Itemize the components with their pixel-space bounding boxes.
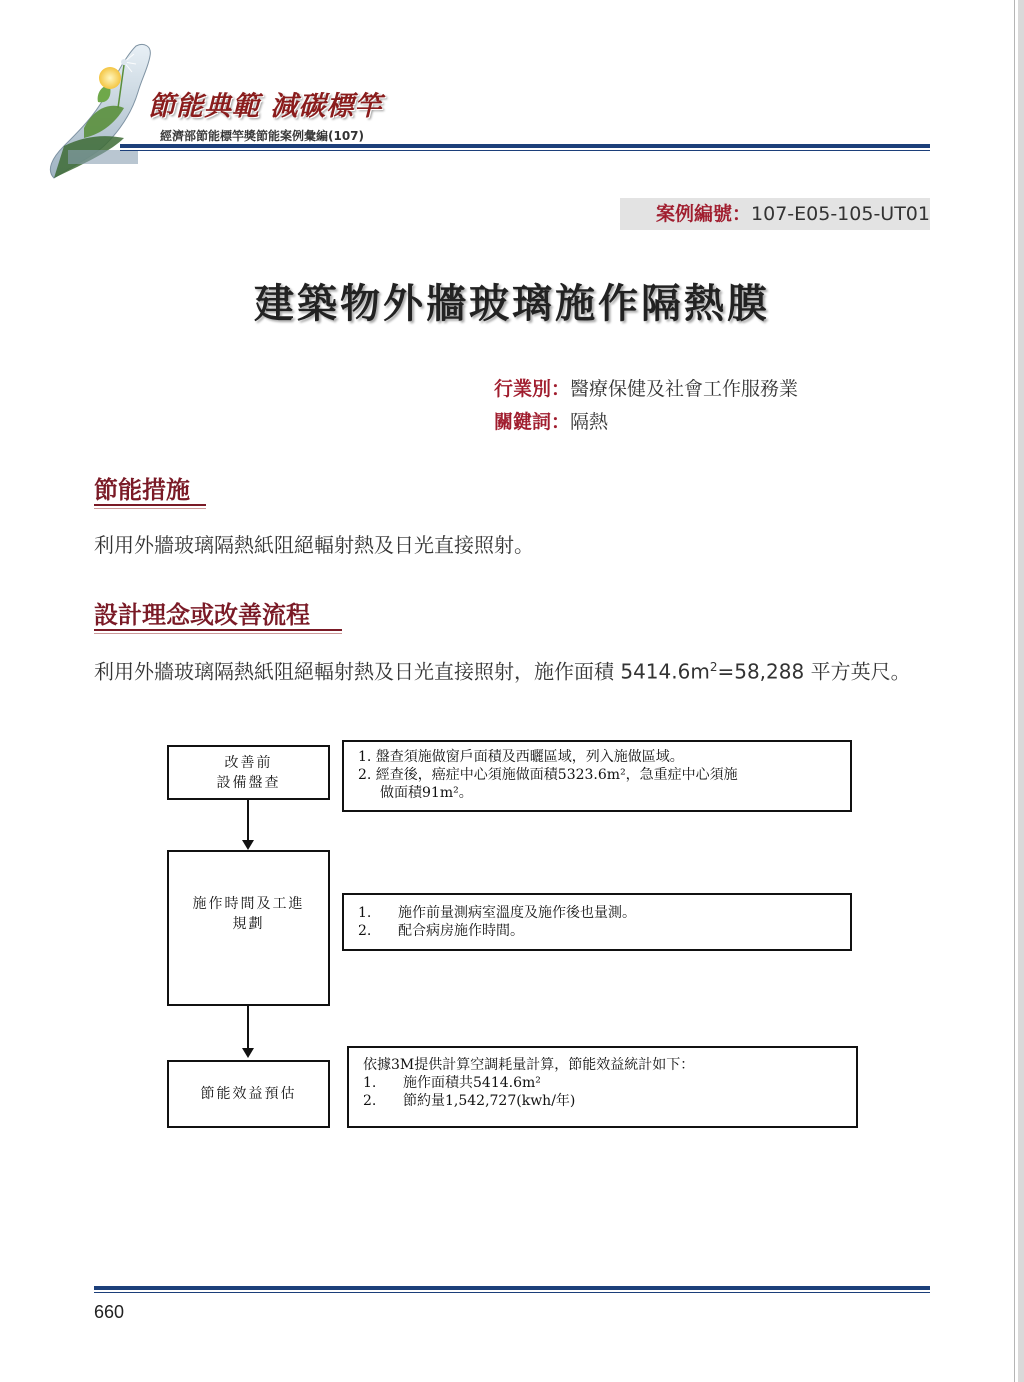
case-number-badge bbox=[620, 198, 930, 230]
case-number-label: 案例編號： bbox=[656, 203, 752, 225]
measures-text: 利用外牆玻璃隔熱紙阻絕輻射熱及日光直接照射。 bbox=[94, 533, 534, 557]
design-heading-underline-thin bbox=[94, 633, 342, 634]
keyword-value: 隔熱 bbox=[570, 411, 609, 433]
brand-title: 節能典範 減碳標竿 bbox=[148, 91, 383, 122]
flow-arrow-2 bbox=[247, 1006, 249, 1048]
flow-arrow-2-head bbox=[242, 1048, 254, 1058]
flow-step-2-note-item-2 bbox=[358, 922, 836, 940]
page-title: 建築物外牆玻璃施作隔熱膜 bbox=[254, 281, 770, 327]
industry-label: 行業別： bbox=[494, 378, 571, 400]
flow-step-1-note-line3: 做面積91m²。 bbox=[380, 785, 473, 801]
flow-step-2-note-text-1: 施作前量測病室溫度及施作後也量測。 bbox=[398, 905, 636, 921]
flow-arrow-1 bbox=[247, 800, 249, 840]
flow-step-2-note-num-1: 1. bbox=[358, 905, 372, 921]
footer-rule bbox=[94, 1286, 930, 1290]
design-text-superscript: 2 bbox=[709, 660, 718, 674]
flow-step-2-line1: 施作時間及工進 bbox=[192, 896, 305, 912]
flow-step-3 bbox=[167, 1060, 330, 1128]
brand-subtitle: 經濟部節能標竿獎節能案例彙編(107) bbox=[160, 129, 365, 143]
industry-value: 醫療保健及社會工作服務業 bbox=[570, 378, 799, 400]
flow-step-3-note-title: 依據3M提供計算空調耗量計算，節能效益統計如下： bbox=[363, 1057, 695, 1073]
measures-heading-underline bbox=[94, 504, 206, 506]
keyword-label: 關鍵詞： bbox=[494, 411, 571, 433]
flow-step-1-note-line2: 2. 經查後，癌症中心須施做面積5323.6m²，急重症中心須施 bbox=[358, 767, 738, 783]
flow-step-2-note-item-1 bbox=[358, 904, 836, 922]
page-number: 660 bbox=[94, 1302, 125, 1322]
flow-step-2-line2: 規劃 bbox=[232, 916, 265, 932]
flow-step-3-note-text-2: 節約量1,542,727(kwh/年) bbox=[403, 1093, 576, 1109]
industry-row bbox=[494, 374, 798, 401]
flow-step-3-note-item-2 bbox=[363, 1092, 842, 1110]
design-text-tail: =58,288 平方英尺。 bbox=[717, 659, 911, 684]
flow-step-2-note bbox=[342, 893, 852, 951]
keyword-row bbox=[494, 407, 608, 434]
flow-step-3-note-text-1: 施作面積共5414.6m² bbox=[403, 1075, 541, 1091]
design-text-main: 利用外牆玻璃隔熱紙阻絕輻射熱及日光直接照射，施作面積 5414.6m bbox=[94, 659, 710, 684]
flow-step-1-note-line1: 1. 盤查須施做窗戶面積及西曬區域，列入施做區域。 bbox=[358, 749, 684, 765]
flow-step-1 bbox=[167, 745, 330, 800]
measures-heading: 節能措施 bbox=[94, 476, 190, 504]
flow-step-3-note-num-1: 1. bbox=[363, 1075, 377, 1091]
flow-step-1-line2: 設備盤查 bbox=[216, 774, 281, 791]
design-text bbox=[94, 650, 934, 689]
flow-step-1-line1: 改善前 bbox=[224, 754, 273, 771]
design-heading: 設計理念或改善流程 bbox=[94, 601, 310, 629]
header-rule bbox=[120, 144, 930, 148]
case-number-value: 107-E05-105-UT01 bbox=[751, 203, 930, 225]
flow-step-2-note-text-2: 配合病房施作時間。 bbox=[398, 923, 524, 939]
page-edge-line bbox=[1014, 0, 1015, 1382]
flow-step-3-note bbox=[347, 1046, 858, 1128]
flow-step-3-note-num-2: 2. bbox=[363, 1093, 377, 1109]
flow-step-3-line1: 節能效益預估 bbox=[200, 1086, 297, 1102]
header-rule-thin bbox=[120, 150, 930, 151]
design-heading-underline bbox=[94, 629, 342, 631]
flow-step-2 bbox=[167, 850, 330, 1006]
flow-step-2-note-num-2: 2. bbox=[358, 923, 372, 939]
flow-step-1-note bbox=[342, 740, 852, 812]
page-edge bbox=[1018, 0, 1024, 1382]
flow-arrow-1-head bbox=[242, 840, 254, 850]
measures-heading-underline-thin bbox=[94, 508, 206, 509]
footer-rule-thin bbox=[94, 1292, 930, 1293]
flow-step-3-note-item-1 bbox=[363, 1074, 842, 1092]
